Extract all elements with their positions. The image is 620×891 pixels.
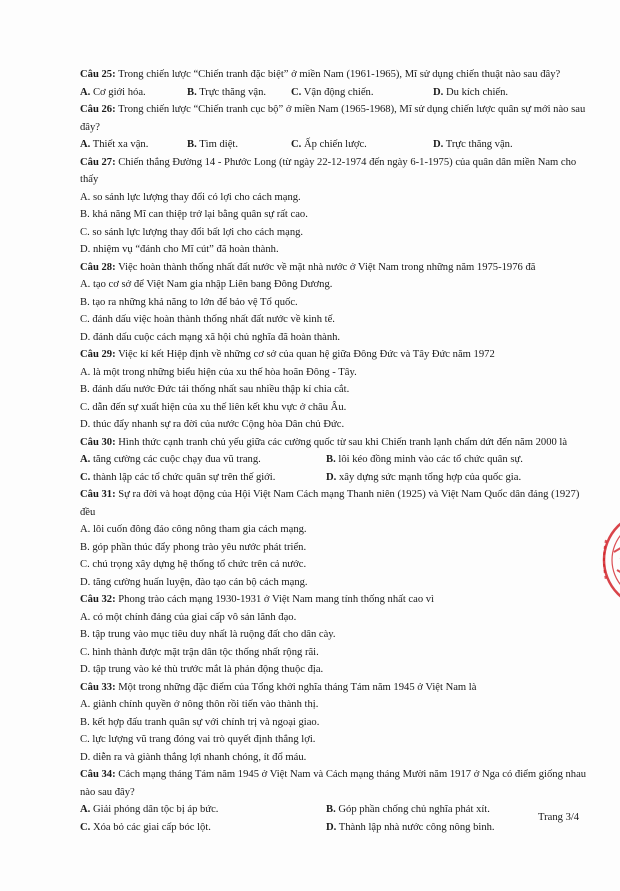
question-label: Câu 32: [80, 594, 116, 605]
answer-option [80, 381, 590, 399]
answer-option [80, 714, 590, 732]
question-stem [80, 679, 590, 697]
option-text: Xóa bỏ các giai cấp bóc lột. [92, 821, 211, 833]
option-text: Tìm diệt. [199, 139, 239, 150]
question-label: Câu 30: [80, 436, 116, 448]
option-letter: D. [80, 751, 91, 763]
answer-option [80, 661, 590, 679]
option-letter: C. [80, 646, 90, 658]
option-text: có một chính đảng của giai cấp vô sản lãnh đạo. [92, 611, 297, 623]
option-text: diễn ra và giành thắng lợi nhanh chóng, ít đổ máu. [92, 751, 307, 763]
option-text: tăng cường các cuộc chạy đua vũ trang. [92, 454, 261, 465]
answer-option [80, 136, 187, 154]
option-text: thành lập các tổ chức quân sự trên thế giới. [92, 471, 276, 483]
answer-option [291, 136, 433, 154]
question-text: Một trong những đặc điểm của Tổng khởi nghĩa tháng Tám năm 1945 ở Việt Nam là [118, 681, 477, 693]
answer-option [80, 539, 590, 557]
option-text: đánh dấu cuộc cách mạng xã hội chủ nghĩa đã hoàn thành. [92, 331, 341, 343]
answer-option [80, 626, 590, 644]
option-letter: C. [291, 86, 302, 98]
question-33 [80, 679, 590, 767]
options-row [80, 136, 590, 154]
answer-option [187, 136, 291, 154]
question-29 [80, 346, 590, 434]
option-letter: C. [80, 471, 91, 483]
answer-option [80, 276, 590, 294]
question-31 [80, 486, 590, 591]
option-letter: C. [80, 314, 90, 325]
options-row [80, 801, 590, 819]
option-text: kết hợp đấu tranh quân sự với chính trị và ngoại giao. [92, 716, 320, 728]
option-letter: D. [80, 576, 91, 588]
page-number: Trang 3/4 [538, 812, 580, 823]
option-letter: C. [80, 226, 90, 238]
answer-option [80, 224, 590, 242]
option-text: Vận động chiến. [303, 86, 374, 98]
answer-option [80, 311, 590, 329]
option-letter: D. [433, 86, 444, 98]
answer-option [433, 84, 508, 102]
answer-option [80, 294, 590, 312]
option-text: tăng cường huấn luyện, đào tạo cán bộ cách mạng. [92, 576, 308, 588]
question-label: Câu 27: [80, 156, 116, 168]
option-text: so sánh lực lượng thay đổi có lợi cho cách mạng. [92, 191, 301, 203]
answer-option [80, 819, 326, 837]
option-text: tập trung vào kẻ thù trước mắt là phản động thuộc địa. [92, 664, 324, 675]
option-letter: B. [326, 804, 336, 815]
option-text: Ấp chiến lược. [303, 139, 367, 150]
option-letter: C. [80, 821, 91, 833]
answer-option [80, 469, 326, 487]
answer-option [326, 451, 523, 469]
question-text: Chiến thắng Đường 14 - Phước Long (từ ngày 22-12-1974 đến ngày 6-1-1975) của quân dân miền Nam cho thấy [80, 156, 577, 185]
options-row [80, 469, 590, 487]
options-row [80, 819, 590, 837]
option-text: góp phần thúc đẩy phong trào yêu nước phát triển. [92, 541, 307, 553]
option-text: khả năng Mĩ can thiệp trở lại bằng quân sự rất cao. [92, 209, 308, 220]
question-label: Câu 34: [80, 769, 116, 780]
question-label: Câu 33: [80, 681, 116, 693]
answer-option [80, 206, 590, 224]
option-text: Góp phần chống chủ nghĩa phát xít. [338, 804, 490, 815]
answer-option [326, 801, 490, 819]
option-text: lôi cuốn đông đảo công nông tham gia cách mạng. [92, 524, 307, 535]
question-stem [80, 766, 590, 801]
question-stem [80, 346, 590, 364]
answer-option [80, 609, 590, 627]
question-text: Cách mạng tháng Tám năm 1945 ở Việt Nam và Cách mạng tháng Mười năm 1917 ở Nga có điểm giống nhau nào sau đây? [80, 769, 587, 798]
option-text: lôi kéo đồng minh vào các tổ chức quân sự. [338, 454, 523, 465]
question-label: Câu 29: [80, 349, 116, 360]
option-text: giành chính quyền ở nông thôn rồi tiến vào thành thị. [92, 699, 319, 710]
option-letter: C. [80, 734, 90, 745]
answer-option [80, 364, 590, 382]
option-letter: A. [80, 804, 91, 815]
answer-option [80, 399, 590, 417]
question-28 [80, 259, 590, 347]
option-letter: A. [80, 524, 91, 535]
answer-option [80, 241, 590, 259]
question-stem [80, 591, 590, 609]
option-letter: B. [80, 629, 90, 640]
option-letter: D. [80, 664, 91, 675]
question-text: Việc hoàn thành thống nhất đất nước về mặt nhà nước ở Việt Nam trong những năm 1975-1976 đã [118, 261, 536, 273]
question-label: Câu 25: [80, 69, 116, 80]
option-letter: C. [291, 139, 302, 150]
option-letter: A. [80, 699, 91, 710]
question-text: Trong chiến lược “Chiến tranh đặc biệt” ở miền Nam (1961-1965), Mĩ sử dụng chiến thuật nào sau đây? [118, 69, 561, 80]
option-text: tạo ra những khả năng to lớn để bảo vệ Tổ quốc. [92, 296, 298, 308]
option-letter: A. [80, 191, 91, 203]
option-letter: D. [433, 139, 444, 150]
option-letter: A. [80, 139, 91, 150]
answer-option [80, 329, 590, 347]
option-text: đánh dấu việc hoàn thành thống nhất đất nước về kinh tế. [92, 314, 335, 325]
question-text: Phong trào cách mạng 1930-1931 ở Việt Nam mang tính thống nhất cao vì [118, 594, 435, 605]
question-label: Câu 26: [80, 104, 116, 115]
question-label: Câu 31: [80, 489, 116, 500]
answer-option [80, 574, 590, 592]
question-stem [80, 434, 590, 452]
option-text: tạo cơ sở để Việt Nam gia nhập Liên bang Đông Dương. [92, 279, 333, 290]
option-text: dẫn đến sự xuất hiện của xu thế liên kết khu vực ở châu Âu. [92, 401, 347, 413]
question-26 [80, 101, 590, 154]
question-text: Hình thức cạnh tranh chủ yếu giữa các cường quốc từ sau khi Chiến tranh lạnh chấm dứt đến năm 2000 là [118, 436, 568, 448]
option-letter: B. [187, 139, 197, 150]
answer-option [80, 749, 590, 767]
question-30 [80, 434, 590, 487]
answer-option [80, 189, 590, 207]
option-letter: B. [80, 716, 90, 728]
answer-option [80, 731, 590, 749]
option-text: Trực thăng vận. [199, 86, 267, 98]
option-letter: D. [326, 471, 337, 483]
question-stem [80, 486, 590, 521]
option-text: thúc đẩy nhanh sự ra đời của nước Cộng hòa Dân chủ Đức. [92, 419, 345, 430]
option-letter: A. [80, 366, 91, 378]
question-text: Trong chiến lược “Chiến tranh cục bộ” ở miền Nam (1965-1968), Mĩ sử dụng chiến lược quân sự mới nào sau đây? [80, 104, 586, 133]
answer-option [80, 84, 187, 102]
option-text: hình thành được mặt trận dân tộc thống nhất rộng rãi. [92, 646, 319, 658]
answer-option [80, 801, 326, 819]
option-text: Thành lập nhà nước công nông binh. [338, 821, 495, 833]
option-text: Giải phóng dân tộc bị áp bức. [92, 804, 219, 815]
answer-option [326, 819, 495, 837]
answer-option [80, 644, 590, 662]
answer-option [80, 416, 590, 434]
option-text: lực lượng vũ trang đóng vai trò quyết định thắng lợi. [92, 734, 316, 745]
option-text: Thiết xa vận. [92, 139, 149, 150]
option-letter: B. [80, 384, 90, 395]
question-stem [80, 66, 590, 84]
question-label: Câu 28: [80, 261, 116, 273]
question-27 [80, 154, 590, 259]
answer-option [187, 84, 291, 102]
answer-option [433, 136, 513, 154]
option-text: là một trong những biểu hiện của xu thế hòa hoãn Đông - Tây. [92, 366, 357, 378]
option-letter: C. [80, 559, 90, 570]
answer-option [80, 451, 326, 469]
options-row [80, 84, 590, 102]
option-letter: A. [80, 279, 91, 290]
option-letter: D. [80, 244, 91, 255]
question-stem [80, 259, 590, 277]
option-letter: A. [80, 86, 91, 98]
option-text: so sánh lực lượng thay đổi bất lợi cho cách mạng. [92, 226, 304, 238]
question-text: Sự ra đời và hoạt động của Hội Việt Nam Cách mạng Thanh niên (1925) và Việt Nam Quốc dân đảng (1927) đều [80, 489, 580, 518]
options-row [80, 451, 590, 469]
option-letter: D. [80, 331, 91, 343]
question-list [80, 66, 590, 836]
option-text: chú trọng xây dựng hệ thống tổ chức trên cả nước. [92, 559, 307, 570]
option-text: đánh dấu nước Đức tái thống nhất sau nhiều thập kỉ chia cắt. [92, 384, 350, 395]
answer-option [80, 556, 590, 574]
option-text: Trực thăng vận. [445, 139, 513, 150]
option-letter: B. [187, 86, 197, 98]
answer-option [80, 696, 590, 714]
option-text: Cơ giới hóa. [92, 86, 146, 98]
question-25 [80, 66, 590, 101]
option-letter: B. [80, 296, 90, 308]
option-text: xây dựng sức mạnh tổng hợp của quốc gia. [338, 471, 522, 483]
option-letter: A. [80, 611, 91, 623]
answer-option [326, 469, 521, 487]
option-text: tập trung vào mục tiêu duy nhất là ruộng đất cho dân cày. [92, 629, 336, 640]
option-letter: B. [80, 209, 90, 220]
option-letter: D. [326, 821, 337, 833]
option-text: Du kích chiến. [445, 86, 509, 98]
option-letter: A. [80, 454, 91, 465]
answer-option [80, 521, 590, 539]
red-stamp-seal [594, 500, 620, 620]
question-text: Việc kí kết Hiệp định về những cơ sở của quan hệ giữa Đông Đức và Tây Đức năm 1972 [118, 349, 495, 360]
question-stem [80, 154, 590, 189]
option-letter: B. [326, 454, 336, 465]
option-letter: D. [80, 419, 91, 430]
question-stem [80, 101, 590, 136]
question-34 [80, 766, 590, 836]
option-letter: C. [80, 401, 90, 413]
option-letter: B. [80, 541, 90, 553]
question-32 [80, 591, 590, 679]
answer-option [291, 84, 433, 102]
option-text: nhiệm vụ “đánh cho Mĩ cút” đã hoàn thành. [92, 244, 279, 255]
